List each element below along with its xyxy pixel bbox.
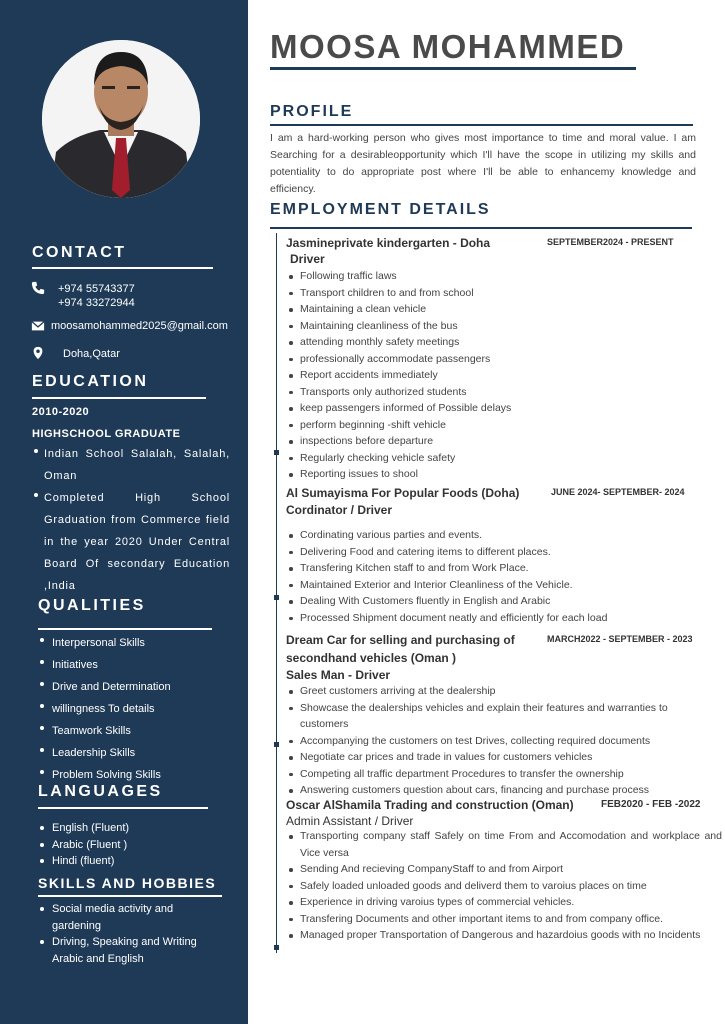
- education-divider: [32, 397, 206, 399]
- list-item: Arabic (Fluent ): [38, 837, 129, 854]
- timeline-marker: [274, 945, 279, 950]
- education-years: 2010-2020: [32, 406, 90, 418]
- profile-heading: PROFILE: [270, 103, 354, 120]
- job-role: Admin Assistant / Driver: [286, 814, 414, 828]
- list-item: Leadership Skills: [38, 742, 171, 764]
- list-item: Driving, Speaking and Writing Arabic and English: [38, 934, 198, 967]
- job-date: MARCH2022 - SEPTEMBER - 2023: [547, 634, 693, 644]
- job-date: JUNE 2024- SEPTEMBER- 2024: [551, 487, 685, 497]
- list-item: Transporting company staff Safely on time From and Accomodation and workplace and Vice versa: [286, 828, 722, 861]
- list-item: Following traffic laws: [286, 268, 706, 285]
- avatar: [42, 40, 200, 198]
- mail-icon: [31, 319, 45, 333]
- list-item: inspections before departure: [286, 433, 706, 450]
- contact-heading: CONTACT: [32, 244, 127, 261]
- list-item: Managed proper Transportation of Dangerous and hazardoius goods with no Incidents: [286, 927, 722, 944]
- phone-2[interactable]: +974 33272944: [58, 297, 135, 309]
- job-date: FEB2020 - FEB -2022: [601, 799, 701, 810]
- list-item: Social media activity and gardening: [38, 901, 198, 934]
- list-item: Negotiate car prices and trade in values for customers vehicles: [286, 749, 714, 766]
- languages-divider: [38, 807, 208, 809]
- list-item: Cordinating various parties and events.: [286, 527, 706, 544]
- timeline-marker: [274, 450, 279, 455]
- profile-divider: [270, 124, 693, 126]
- list-item: Answering customers question about cars, financing and purchase process: [286, 782, 714, 799]
- skills-divider: [38, 895, 222, 897]
- sidebar: [0, 0, 248, 1024]
- timeline-line: [276, 233, 277, 953]
- profile-text: I am a hard-working person who gives most importance to time and moral value. I am Searching for a desirableopportunity which I'll have the scope in utilizing my skills and potentiality to do appropriate post where I'll be able to enhancemy knowledge and efficiency.: [270, 132, 696, 195]
- list-item: Transfering Documents and other important items to and from company office.: [286, 911, 722, 928]
- timeline-marker: [274, 595, 279, 600]
- list-item: English (Fluent): [38, 820, 129, 837]
- job-company: Jasmineprivate kindergarten - Doha: [286, 236, 491, 250]
- list-item: Safely loaded unloaded goods and deliverd them to varoius places on time: [286, 878, 722, 895]
- list-item: Transport children to and from school: [286, 285, 706, 302]
- job-company: Al Sumayisma For Popular Foods (Doha): [286, 486, 520, 500]
- contact-divider: [32, 267, 213, 269]
- employment-divider: [270, 227, 692, 229]
- list-item: attending monthly safety meetings: [286, 334, 706, 351]
- list-item: Processed Shipment document neatly and efficiently for each load: [286, 610, 706, 627]
- languages-heading: LANGUAGES: [38, 783, 163, 800]
- list-item: keep passengers informed of Possible delays: [286, 400, 706, 417]
- education-heading: EDUCATION: [32, 373, 149, 390]
- skills-heading: SKILLS AND HOBBIES: [38, 875, 217, 891]
- list-item: Problem Solving Skills: [38, 764, 171, 786]
- languages-list: [38, 820, 129, 870]
- phone-1[interactable]: +974 55743377: [58, 283, 135, 295]
- job-duties: [286, 527, 706, 626]
- list-item: Competing all traffic department Procedures to transfer the ownership: [286, 766, 714, 783]
- list-item: Report accidents immediately: [286, 367, 706, 384]
- job-company: Dream Car for selling and purchasing of secondhand vehicles (Oman ): [286, 633, 515, 665]
- list-item: Dealing With Customers fluently in English and Arabic: [286, 593, 706, 610]
- skills-list: [38, 901, 198, 967]
- job-role: Cordinator / Driver: [286, 503, 393, 517]
- job-date: SEPTEMBER2024 - PRESENT: [547, 237, 674, 247]
- main-content: [248, 0, 725, 1024]
- list-item: Maintaining a clean vehicle: [286, 301, 706, 318]
- job-duties: [286, 683, 714, 799]
- location-pin-icon: [31, 346, 45, 360]
- job-role: Sales Man - Driver: [286, 668, 391, 682]
- list-item: Experience in driving varoius types of commercial vehicles.: [286, 894, 722, 911]
- page-title: MOOSA MOHAMMED: [270, 28, 626, 65]
- qualities-list: [38, 632, 171, 786]
- list-item: Delivering Food and catering items to different places.: [286, 544, 706, 561]
- education-degree: HIGHSCHOOL GRADUATE: [32, 428, 181, 440]
- list-item: Maintaining cleanliness of the bus: [286, 318, 706, 335]
- list-item: Maintained Exterior and Interior Cleanliness of the Vehicle.: [286, 577, 706, 594]
- job-role: Driver: [290, 252, 325, 266]
- list-item: Hindi (fluent): [38, 853, 129, 870]
- list-item: Interpersonal Skills: [38, 632, 171, 654]
- list-item: Transfering Kitchen staff to and from Work Place.: [286, 560, 706, 577]
- list-item: willingness To details: [38, 698, 171, 720]
- timeline-marker: [274, 742, 279, 747]
- list-item: Completed High School Graduation from Commerce field in the year 2020 Under Central Board Of secondary Education ,India: [32, 487, 230, 597]
- list-item: Accompanying the customers on test Drives, collecting required documents: [286, 733, 714, 750]
- list-item: perform beginning -shift vehicle: [286, 417, 706, 434]
- phone-icon: [31, 281, 45, 295]
- list-item: Transports only authorized students: [286, 384, 706, 401]
- list-item: Reporting issues to shool: [286, 466, 706, 483]
- employment-heading: EMPLOYMENT DETAILS: [270, 201, 491, 218]
- list-item: professionally accommodate passengers: [286, 351, 706, 368]
- qualities-divider: [38, 628, 212, 630]
- list-item: Drive and Determination: [38, 676, 171, 698]
- name-underline: [270, 67, 636, 70]
- list-item: Showcase the dealerships vehicles and explain their features and warranties to customers: [286, 700, 714, 733]
- list-item: Sending And recieving CompanyStaff to and from Airport: [286, 861, 722, 878]
- profile-photo: [42, 40, 200, 198]
- list-item: Teamwork Skills: [38, 720, 171, 742]
- list-item: Initiatives: [38, 654, 171, 676]
- qualities-heading: QUALITIES: [38, 597, 146, 614]
- job-duties: [286, 828, 722, 944]
- education-list: [32, 443, 230, 597]
- list-item: Indian School Salalah, Salalah, Oman: [32, 443, 230, 487]
- job-duties: [286, 268, 706, 483]
- job-company: Oscar AlShamila Trading and construction (Oman): [286, 798, 574, 812]
- list-item: Greet customers arriving at the dealership: [286, 683, 714, 700]
- location-text: Doha,Qatar: [63, 348, 120, 360]
- list-item: Regularly checking vehicle safety: [286, 450, 706, 467]
- email-link[interactable]: moosamohammed2025@gmail.com: [51, 320, 228, 332]
